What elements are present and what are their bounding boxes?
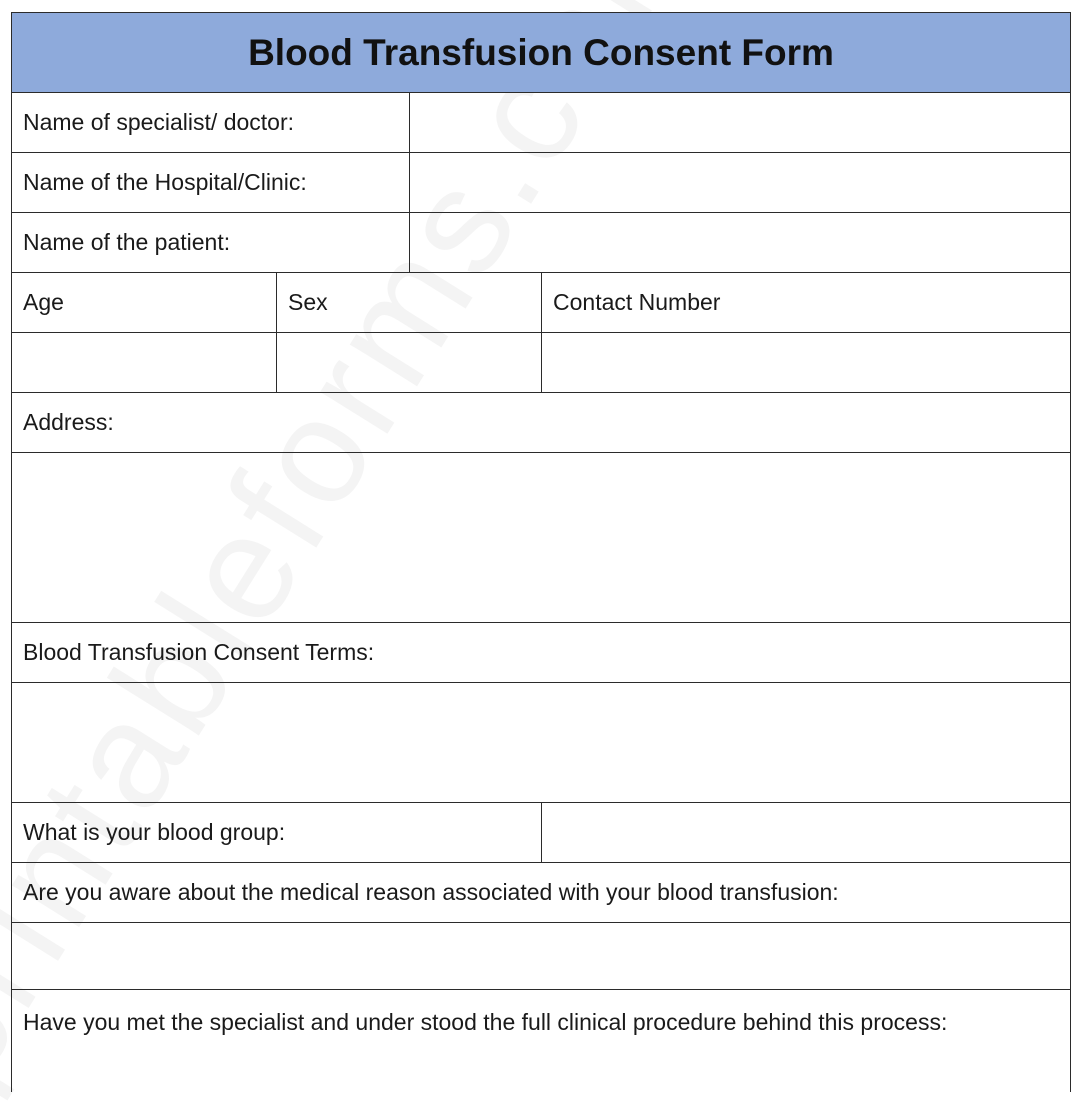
patient-row (12, 213, 1070, 273)
blood-group-label: What is your blood group: (12, 803, 542, 862)
medical-reason-input-row (12, 923, 1070, 990)
demographics-input-row (12, 333, 1070, 393)
hospital-input[interactable] (410, 153, 1070, 212)
sex-label: Sex (277, 273, 542, 332)
met-specialist-label: Have you met the specialist and under stood the full clinical procedure behind this process: (23, 1009, 948, 1035)
address-label: Address: (23, 409, 114, 435)
address-input-row (12, 453, 1070, 623)
contact-input[interactable] (542, 333, 1070, 392)
patient-label: Name of the patient: (12, 213, 410, 272)
blood-group-row (12, 803, 1070, 863)
patient-input[interactable] (410, 213, 1070, 272)
address-label-row (12, 393, 1070, 453)
demographics-header-row (12, 273, 1070, 333)
age-input[interactable] (12, 333, 277, 392)
doctor-input[interactable] (410, 93, 1070, 152)
blood-group-input[interactable] (542, 803, 1070, 862)
met-specialist-row (12, 990, 1070, 1110)
age-label: Age (12, 273, 277, 332)
terms-input[interactable] (12, 683, 1070, 802)
terms-label-row (12, 623, 1070, 683)
sex-input[interactable] (277, 333, 542, 392)
terms-label: Blood Transfusion Consent Terms: (23, 639, 375, 665)
form-title: Blood Transfusion Consent Form (12, 13, 1070, 93)
consent-form (11, 12, 1071, 1092)
doctor-label: Name of specialist/ doctor: (12, 93, 410, 152)
medical-reason-label: Are you aware about the medical reason associated with your blood transfusion: (23, 879, 839, 905)
contact-label: Contact Number (553, 289, 721, 315)
doctor-row (12, 93, 1070, 153)
terms-input-row (12, 683, 1070, 803)
hospital-label: Name of the Hospital/Clinic: (12, 153, 410, 212)
medical-reason-input[interactable] (12, 923, 1070, 989)
hospital-row (12, 153, 1070, 213)
medical-reason-label-row (12, 863, 1070, 923)
address-input[interactable] (12, 453, 1070, 622)
